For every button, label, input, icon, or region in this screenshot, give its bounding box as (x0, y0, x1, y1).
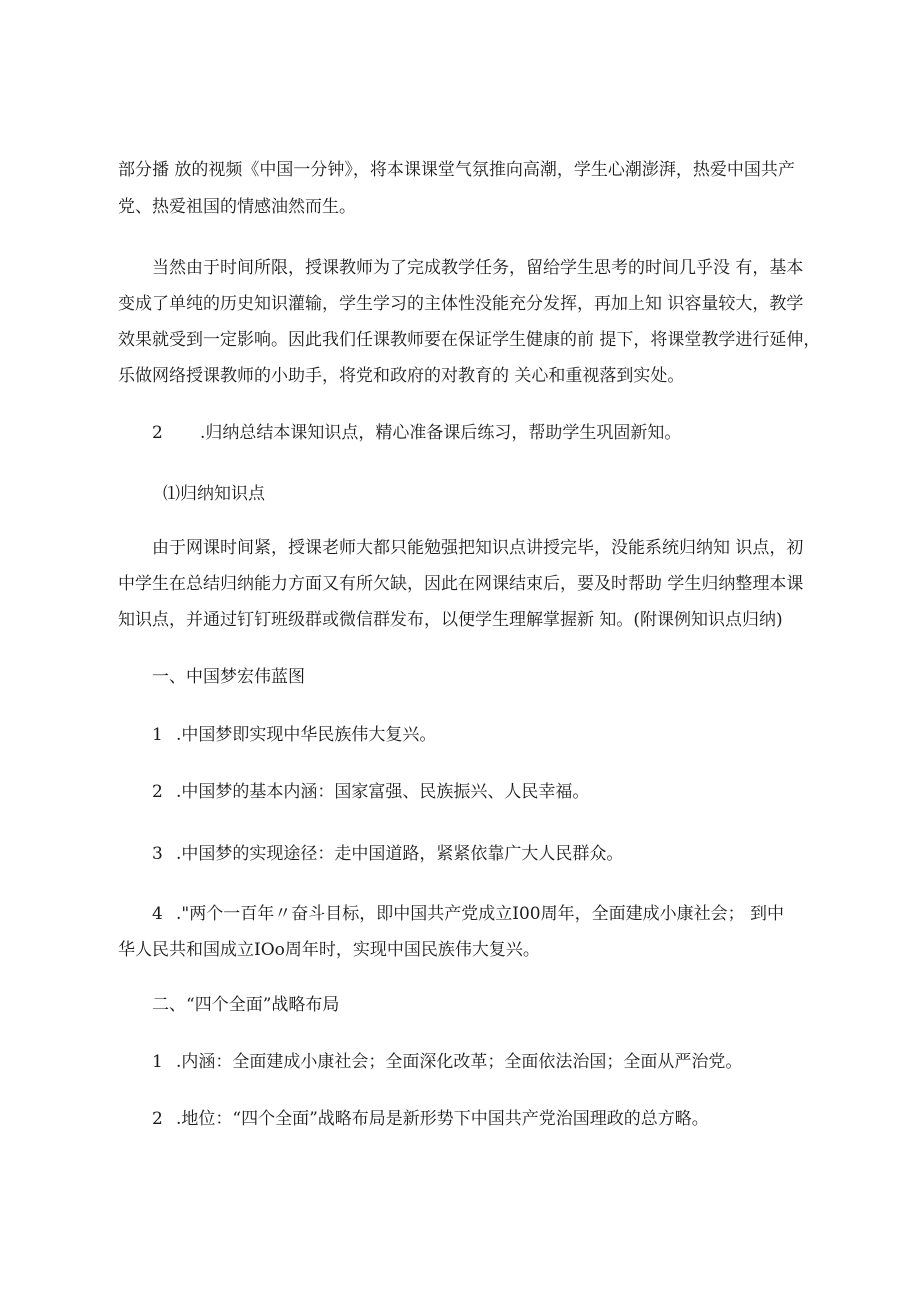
paragraph-2-line-3 (118, 329, 820, 351)
paragraph-2-line-1-text: 当然由于时间所限，授课教师为了完成教学任务，留给学生思考的时间几乎没 有，基本 (152, 258, 804, 278)
section-1-item-1 (152, 724, 436, 746)
section-1-item-4-number: 4 (152, 904, 163, 924)
paragraph-3-line-3-text: 知识点，并通过钉钉班级群或微信群发布，以便学生理解掌握新 知。(附课例知识点归纳) (118, 610, 783, 630)
paragraph-3-line-1-text: 由于网课时间紧，授课老师大都只能勉强把知识点讲授完毕，没能系统归纳知 识点，初 (152, 538, 804, 558)
section-2-item-1-text: .内涵：全面建成小康社会；全面深化改革；全面依法治国；全面从严治党。 (176, 1052, 743, 1072)
paragraph-2-line-2-text: 变成了单纯的历史知识灌输，学生学习的主体性没能充分发挥，再加上知 识容量较大，教学 (118, 294, 804, 314)
paragraph-3-line-1 (152, 537, 803, 559)
paragraph-1-line-2 (118, 196, 356, 218)
section-1-item-2-number: 2 (152, 782, 163, 802)
section-2-item-2-text: .地位：“四个全面”战略布局是新形势下中国共产党治国理政的总方略。 (176, 1109, 709, 1129)
section-1-heading (152, 666, 305, 688)
numbered-item-2-text: .归纳总结本课知识点，精心准备课后练习，帮助学生巩固新知。 (200, 423, 682, 443)
paragraph-3-line-3 (118, 609, 783, 631)
section-1-item-4-line-2 (118, 939, 540, 961)
section-2-heading (152, 994, 339, 1016)
section-2-item-2-number: 2 (152, 1109, 163, 1129)
paragraph-1-line-1 (118, 159, 802, 181)
paragraph-3-line-2-text: 中学生在总结归纳能力方面又有所欠缺，因此在网课结束后，要及时帮助 学生归纳整理本课 (118, 574, 804, 594)
section-1-item-4-line-1-text: ."两个一百年〃奋斗目标，即中国共产党成立I00周年，全面建成小康社会； 到中 (176, 904, 784, 924)
paragraph-2-line-4-text: 乐做网络授课教师的小助手，将党和政府的对教育的 关心和重视落到实处。 (118, 366, 685, 386)
section-1-item-3 (152, 843, 623, 865)
paragraph-2-line-2 (118, 293, 803, 315)
numbered-item-2 (152, 422, 681, 444)
section-1-item-1-text: .中国梦即实现中华民族伟大复兴。 (176, 725, 437, 745)
paragraph-2-line-3-text: 效果就受到一定影响。因此我们任课教师要在保证学生健康的前 提下，将课堂教学进行延伸， (118, 330, 821, 350)
section-1-heading-text: 一、中国梦宏伟蓝图 (152, 667, 305, 687)
paragraph-1-line-2-text: 党、热爱祖国的情感油然而生。 (118, 197, 356, 217)
paragraph-2-line-1 (152, 257, 803, 279)
section-2-item-1 (152, 1051, 742, 1073)
paragraph-3-line-2 (118, 573, 803, 595)
section-1-item-3-number: 3 (152, 844, 163, 864)
paragraph-2-line-4 (118, 365, 684, 387)
section-1-item-4-line-2-text: 华人民共和国成立IOo周年时，实现中国民族伟大复兴。 (118, 940, 540, 960)
section-1-item-1-number: 1 (152, 725, 163, 745)
numbered-item-2-number: 2 (152, 423, 163, 443)
section-1-item-2-text: .中国梦的基本内涵：国家富强、民族振兴、人民幸福。 (176, 782, 590, 802)
subheading-summarize-knowledge (163, 483, 265, 505)
section-1-item-3-text: .中国梦的实现途径：走中国道路，紧紧依靠广大人民群众。 (176, 844, 624, 864)
section-2-item-1-number: 1 (152, 1052, 163, 1072)
section-2-item-2 (152, 1108, 709, 1130)
subheading-text: ⑴归纳知识点 (163, 484, 265, 504)
section-2-heading-text: 二、“四个全面”战略布局 (152, 995, 340, 1015)
section-1-item-4-line-1 (152, 903, 784, 925)
paragraph-1-line-1-text: 部分播 放的视频《中国一分钟》，将本课课堂气氛推向高潮，学生心潮澎湃，热爱中国共产 (118, 160, 795, 180)
section-1-item-2 (152, 781, 589, 803)
